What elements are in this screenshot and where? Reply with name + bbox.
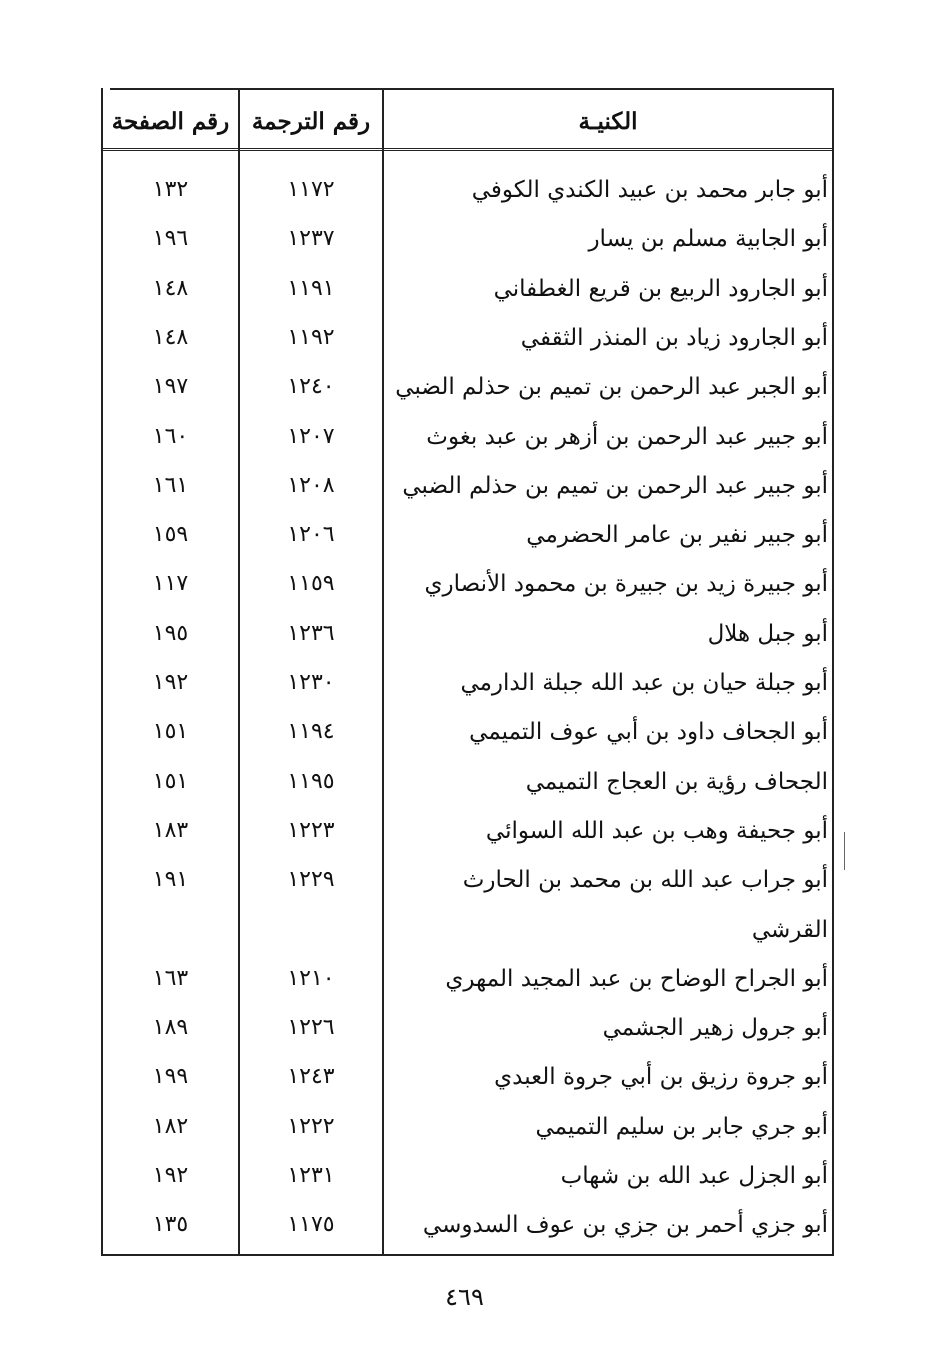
kunya-cell: أبو جبير عبد الرحمن بن تميم بن حذلم الضبي	[402, 472, 828, 499]
kunya-cell: أبو جابر محمد بن عبيد الكندي الكوفي	[471, 177, 828, 203]
table-row	[103, 856, 832, 904]
translation-number-cell: ١١٧٢	[287, 177, 335, 202]
kunya-cell: أبو جري جابر بن سليم التميمي	[535, 1113, 828, 1140]
page-number-cell: ١٩٦	[152, 226, 189, 252]
kunya-cell: أبو الجحاف داود بن أبي عوف التميمي	[469, 719, 828, 746]
page-number-cell: ١٩٢	[152, 1163, 189, 1188]
translation-number-cell: ١١٩١	[287, 275, 335, 301]
table-row	[103, 610, 832, 658]
header-translation-number: رقم الترجمة	[251, 108, 371, 135]
table-row	[103, 215, 832, 263]
page-number-cell: ١٦٣	[152, 965, 189, 991]
page-number-cell: ١٣٢	[152, 177, 189, 202]
page-number-cell: ١٥٩	[152, 522, 189, 548]
translation-number-cell: ١٢٢٩	[287, 867, 335, 893]
page-number-cell: ١٣٥	[152, 1212, 189, 1238]
translation-number-cell: ١٢١٠	[287, 965, 335, 991]
page-number-cell: ١٨٢	[152, 1113, 189, 1139]
translation-number-cell: ١٢٣٦	[287, 620, 335, 646]
table-row	[103, 758, 832, 806]
kunya-cell: أبو جبير نفير بن عامر الحضرمي	[526, 522, 828, 549]
kunya-cell: أبو جرول زهير الجشمي	[602, 1015, 828, 1042]
table-row	[103, 363, 832, 411]
table-row	[103, 1103, 832, 1151]
kunya-cell: الجحاف رؤية بن العجاج التميمي	[525, 768, 828, 795]
table-row	[103, 560, 832, 608]
table-row	[103, 413, 832, 461]
page-number-cell: ١٩٩	[152, 1064, 189, 1090]
translation-number-cell: ١٢٣١	[287, 1163, 335, 1188]
page-number-cell: ١٨٣	[152, 817, 189, 843]
table-row	[103, 1152, 832, 1200]
page-number: ٤٦٩	[445, 1283, 484, 1311]
table-row	[103, 807, 832, 855]
kunya-cell: أبو جبل هلال	[707, 620, 828, 647]
kunya-cell: أبو الجراح الوضاح بن عبد المجيد المهري	[445, 965, 828, 992]
table-row	[103, 659, 832, 707]
table-row	[103, 462, 832, 510]
page-number-cell: ١٩٧	[152, 374, 189, 400]
kunya-cell: أبو الجابية مسلم بن يسار	[588, 226, 828, 253]
table-row	[103, 955, 832, 1003]
table-row	[103, 314, 832, 362]
kunya-cell-continuation: القرشي	[751, 916, 828, 943]
table-row	[103, 1004, 832, 1052]
kunya-cell: أبو جحيفة وهب بن عبد الله السوائي	[485, 817, 828, 844]
page-number-cell: ١٥١	[152, 768, 189, 794]
page-number-cell: ١٤٨	[152, 324, 189, 350]
kunya-cell: أبو جبلة حيان بن عبد الله جبلة الدارمي	[460, 670, 828, 696]
translation-number-cell: ١٢٣٠	[287, 670, 335, 695]
table-row	[103, 1201, 832, 1249]
margin-mark	[844, 832, 845, 870]
translation-number-cell: ١١٩٢	[287, 324, 335, 350]
translation-number-cell: ١١٧٥	[287, 1212, 335, 1238]
kunya-cell: أبو جروة رزيق بن أبي جروة العبدي	[494, 1064, 828, 1091]
kunya-cell: أبو الجارود الربيع بن قريع الغطفاني	[493, 275, 828, 302]
table-row	[103, 1053, 832, 1101]
translation-number-cell: ١٢٢٦	[287, 1015, 335, 1041]
page-number-cell: ١٩٢	[152, 670, 189, 695]
translation-number-cell: ١٢٣٧	[287, 226, 335, 252]
translation-number-cell: ١٢٢٢	[287, 1113, 335, 1139]
table-row	[103, 166, 832, 214]
translation-number-cell: ١١٩٥	[287, 768, 335, 794]
kunya-cell: أبو الجزل عبد الله بن شهاب	[560, 1163, 828, 1189]
table-row	[103, 708, 832, 756]
header-page-number: رقم الصفحة	[111, 108, 230, 135]
translation-number-cell: ١١٩٤	[287, 719, 335, 745]
translation-number-cell: ١٢٤٠	[287, 374, 335, 400]
translation-number-cell: ١٢٢٣	[287, 817, 335, 843]
kunya-cell: أبو جزي أحمر بن جزي بن عوف السدوسي	[422, 1212, 828, 1239]
translation-number-cell: ١٢٠٦	[287, 522, 335, 548]
translation-number-cell: ١٢٠٧	[287, 423, 335, 449]
page-number-cell: ١٦١	[152, 472, 189, 498]
page-number-cell: ١٨٩	[152, 1015, 189, 1041]
kunya-cell: أبو الجارود زياد بن المنذر الثقفي	[520, 324, 828, 351]
page-number-cell: ١٩٥	[152, 620, 189, 646]
page-number-cell: ١٥١	[152, 719, 189, 745]
table-row	[103, 265, 832, 313]
page-number-cell: ١٤٨	[152, 275, 189, 301]
page-number-cell: ١٦٠	[152, 423, 189, 449]
kunya-cell: أبو جراب عبد الله بن محمد بن الحارث	[462, 867, 828, 894]
header-kunya: الكنيـة	[578, 108, 638, 135]
translation-number-cell: ١٢٤٣	[287, 1064, 335, 1090]
translation-number-cell: ١٢٠٨	[287, 472, 335, 498]
kunya-cell: أبو جبير عبد الرحمن بن أزهر بن عبد بغوث	[426, 423, 828, 450]
kunya-cell: أبو الجبر عبد الرحمن بن تميم بن حذلم الضبي	[395, 374, 828, 401]
page-number-cell: ١٩١	[152, 867, 189, 893]
page-number-cell: ١١٧	[152, 571, 189, 597]
table-row	[103, 511, 832, 559]
translation-number-cell: ١١٥٩	[287, 571, 335, 597]
kunya-cell: أبو جبيرة زيد بن جبيرة بن محمود الأنصاري	[424, 571, 828, 598]
